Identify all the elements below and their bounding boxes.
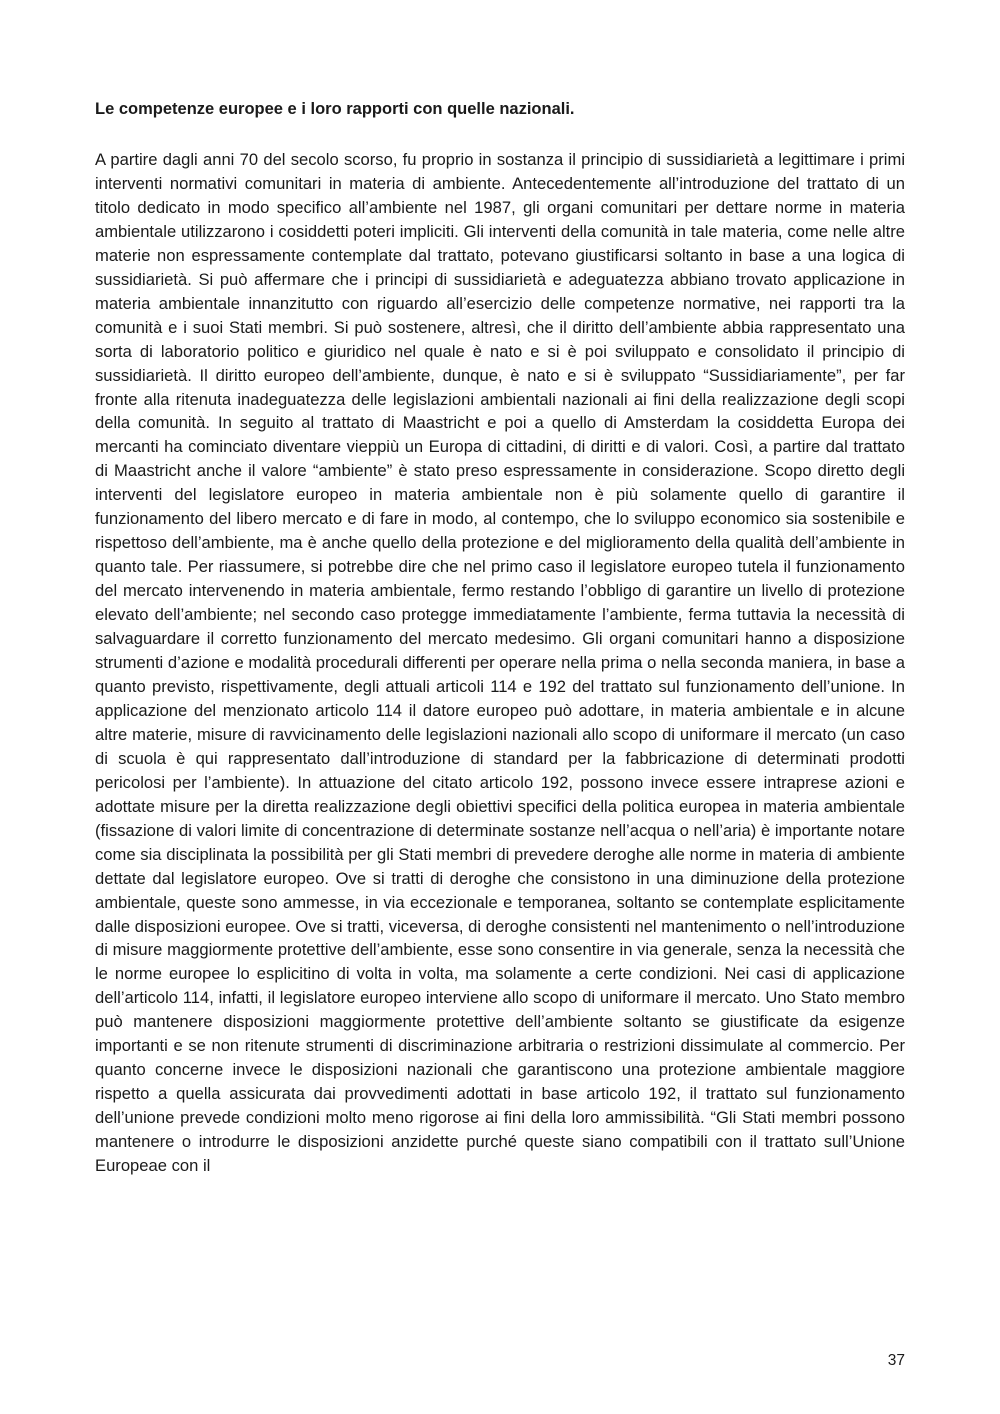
- page-number: 37: [887, 1352, 905, 1369]
- body-paragraph: A partire dagli anni 70 del secolo scorso, fu proprio in sostanza il principio di sussidiarietà a legittimare i primi interventi normativi comunitari in materia di ambiente. Antecedentemente all’introduzione del trattato di un titolo dedicato in modo specifico all’ambiente nel 1987, gli organi comunitari per dettare norme in materia ambientale utilizzarono i cosiddetti poteri impliciti. Gli interventi della comunità in tale materia, come nelle altre materie non espressamente contemplate dal trattato, potevano giustificarsi soltanto in base a una logica di sussidiarietà. Si può affermare che i principi di sussidiarietà e adeguatezza abbiano trovato applicazione in materia ambientale innanzitutto con riguardo all’esercizio delle competenze normative, nei rapporti tra la comunità e i suoi Stati membri. Si può sostenere, altresì, che il diritto dell’ambiente abbia rappresentato una sorta di laboratorio politico e giuridico nel quale è nato e si è poi sviluppato e consolidato il principio di sussidiarietà. Il diritto europeo dell’ambiente, dunque, è nato e si è sviluppato “Sussidiariamente”, per far fronte alla ritenuta inadeguatezza delle legislazioni ambientali nazionali ai fini della realizzazione degli scopi della comunità. In seguito al trattato di Maastricht e poi a quello di Amsterdam la cosiddetta Europa dei mercanti ha cominciato diventare vieppiù un Europa di cittadini, di diritti e di valori. Così, a partire dal trattato di Maastricht anche il valore “ambiente” è stato preso espressamente in considerazione. Scopo diretto degli interventi del legislatore europeo in materia ambientale non è più solamente quello di garantire il funzionamento del libero mercato e di fare in modo, al contempo, che lo sviluppo economico sia sostenibile e rispettoso dell’ambiente, ma è anche quello della protezione e del miglioramento della qualità dell’ambiente in quanto tale. Per riassumere, si potrebbe dire che nel primo caso il legislatore europeo tutela il funzionamento del mercato intervenendo in materia ambientale, fermo restando l’obbligo di garantire un livello di protezione elevato dell’ambiente; nel secondo caso protegge immediatamente l’ambiente, ferma tuttavia la necessità di salvaguardare il corretto funzionamento del mercato medesimo. Gli organi comunitari hanno a disposizione strumenti d’azione e modalità procedurali differenti per operare nella prima o nella seconda maniera, in base a quanto previsto, rispettivamente, degli attuali articoli 114 e 192 del trattato sul funzionamento dell’unione. In applicazione del menzionato articolo 114 il datore europeo può adottare, in materia ambientale e in alcune altre materie, misure di ravvicinamento delle legislazioni nazionali allo scopo di uniformare il mercato (un caso di scuola è qui rappresentato dall’introduzione di standard per la fabbricazione di determinati prodotti pericolosi per l’ambiente). In attuazione del citato articolo 192, possono invece essere intraprese azioni e adottate misure per la diretta realizzazione degli obiettivi specifici della politica europea in materia ambientale (fissazione di valori limite di concentrazione di determinate sostanze nell’acqua o nell’aria) è importante notare come sia disciplinata la possibilità per gli Stati membri di prevedere deroghe alle norme in materia di ambiente dettate dal legislatore europeo. Ove si tratti di deroghe che consistono in una diminuzione della protezione ambientale, queste sono ammesse, in via eccezionale e temporanea, soltanto se contemplate esplicitamente dalle disposizioni europee. Ove si tratti, viceversa, di deroghe consistenti nel mantenimento o nell’introduzione di misure maggiormente protettive dell’ambiente, esse sono consentire in via generale, senza la necessità che le norme europee lo esplicitino di volta in volta, ma solamente a certe condizioni. Nei casi di applicazione dell’articolo 114, infatti, il legislatore europeo interviene allo scopo di uniformare il mercato. Uno Stato membro può mantenere disposizioni maggiormente protettive dell’ambiente soltanto se giustificate da esigenze importanti e se non ritenute strumenti di discriminazione arbitraria o restrizioni dissimulate al commercio. Per quanto concerne invece le disposizioni nazionali che garantiscono una protezione ambientale maggiore rispetto a quella assicurata dai provvedimenti adottati in base articolo 192, il trattato sul funzionamento dell’unione prevede condizioni molto meno rigorose ai fini della loro ammissibilità. “Gli Stati membri possono mantenere o introdurre le disposizioni anzidette purché queste siano compatibili con il trattato sull’Unione Europeae con il: [95, 150, 905, 1176]
- section-heading: Le competenze europee e i loro rapporti con quelle nazionali.: [95, 100, 575, 118]
